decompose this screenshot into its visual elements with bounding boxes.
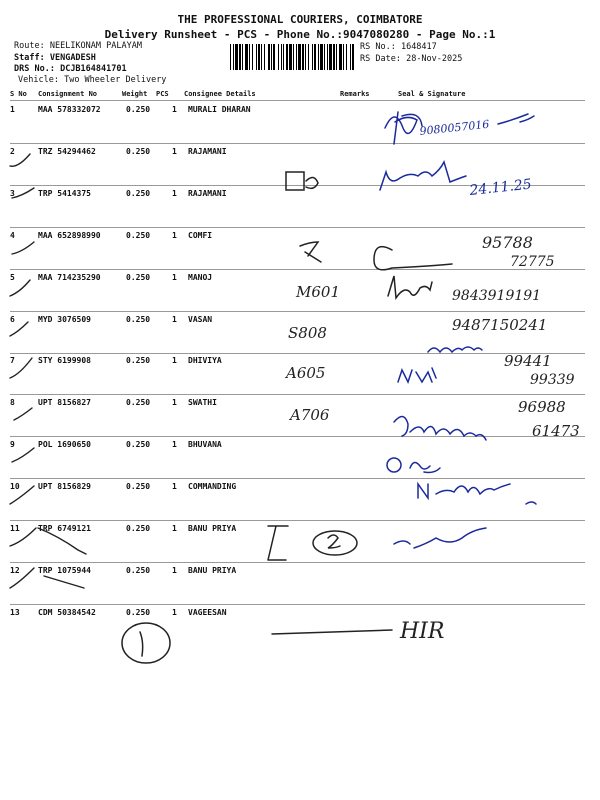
rs-date-value: 28-Nov-2025 [406,54,463,64]
cell-weight: 0.250 [126,565,151,575]
cell-weight: 0.250 [126,105,151,114]
cell-consignment: TRP 6749121 [38,524,91,533]
tick-row11 [10,528,86,554]
company-name: THE PROFESSIONAL COURIERS, COIMBATORE [177,13,423,26]
cell-consignee: MURALI DHARAN [188,105,251,114]
cell-consignee: COMMANDING [188,482,237,492]
signature-row8 [394,416,486,440]
handwritten-sign-row13: HIR [400,619,445,644]
signature-row9 [410,462,440,472]
cell-pcs: 1 [172,188,177,198]
mark-row11 [268,526,288,560]
cell-consignment: MYD 3076509 [38,314,91,324]
cell-consignee: BANU PRIYA [188,524,237,533]
tick-row10 [10,486,34,504]
cell-weight: 0.250 [126,440,151,450]
cell-consignment: TRP 5414375 [38,188,91,198]
signature-row4 [374,247,452,270]
cell-weight: 0.250 [126,272,151,282]
col-sno: S No [10,90,27,98]
mark-row3 [286,172,318,190]
cell-consignee: BANU PRIYA [188,565,237,575]
drs-label: DRS No.: [14,64,55,74]
mark-row4 [300,242,321,262]
cell-consignee: MANOJ [188,272,213,282]
cell-sno: 4 [10,230,15,240]
cell-consignee: BHUVANA [188,440,222,450]
handwritten-num-row8b: 61473 [532,422,580,440]
cell-pcs: 1 [172,356,177,366]
cell-consignee: RAJAMANI [188,146,227,156]
handwritten-remark-row8: A706 [290,406,330,424]
cell-sno: 13 [10,607,20,617]
cell-pcs: 1 [172,482,177,492]
signature-row1 [385,112,422,144]
cell-pcs: 1 [172,440,177,450]
mark-row13-stroke [140,632,143,656]
tick-row7 [10,358,32,378]
handwritten-phone-row6: 9487150241 [452,316,548,334]
handwritten-num-row7a: 99441 [504,352,552,370]
cell-consignee: DHIVIYA [188,356,222,366]
cell-weight: 0.250 [126,146,151,156]
cell-consignee: SWATHI [188,398,217,408]
cell-sno: 3 [10,188,15,198]
cell-sno: 11 [10,524,20,533]
handwritten-remark-row7: A605 [286,364,326,382]
mark-row11-digit [328,535,340,548]
cell-sno: 10 [10,482,20,492]
rs-no-value: 1648417 [400,42,437,52]
col-seal-signature: Seal & Signature [398,90,466,98]
handwritten-num-row8a: 96988 [518,398,566,416]
route-value: NEELIKONAM PALAYAM [49,41,142,51]
staff-label: Staff: [14,53,45,63]
cell-sno: 7 [10,356,15,366]
handwritten-remark-row5: M601 [296,283,340,301]
tamil-script-row7 [428,347,482,352]
cell-sno: 12 [10,565,20,575]
cell-weight: 0.250 [126,524,151,533]
staff-value: VENGADESH [49,53,96,63]
col-consignment: Consignment No [38,90,98,98]
cell-sno: 1 [10,105,15,114]
cell-consignment: TRZ 54294462 [38,146,96,156]
cell-sno: 9 [10,440,15,450]
vehicle-value: Two Wheeler Delivery [64,75,167,85]
mark-row13-circle [122,623,170,663]
rs-date-label: RS Date: [360,54,401,64]
drs-value: DCJB164841701 [60,64,127,74]
cell-consignment: MAA 714235290 [38,272,101,282]
handwritten-num-row4b: 72775 [510,254,555,270]
cell-consignment: POL 1690650 [38,440,91,450]
tick-row4 [12,242,34,254]
col-weight: Weight [122,90,148,98]
col-consignee: Consignee Details [184,90,256,98]
cell-sno: 2 [10,146,15,156]
cell-pcs: 1 [172,524,177,533]
signature-row2 [380,162,466,190]
tick-row8 [14,408,32,420]
cell-consignee: COMFI [188,230,213,240]
cell-pcs: 1 [172,607,177,617]
tick-row9 [12,448,34,462]
signature-row13-line [272,630,392,634]
cell-consignment: TRP 1075944 [38,565,91,575]
cell-sno: 6 [10,314,15,324]
signature-row5 [388,276,432,298]
col-pcs: PCS [156,90,169,98]
signature-row9-circle [387,458,401,472]
handwritten-phone-row5: 9843919191 [452,288,542,304]
vehicle-label: Vehicle: [18,75,59,85]
handwritten-phone-row1: 9080057016 [418,117,490,138]
handwritten-num-row7b: 99339 [530,372,575,388]
cell-consignment: CDM 50384542 [38,607,96,617]
handwritten-num-row4a: 95788 [482,233,533,252]
cell-sno: 8 [10,398,15,408]
runsheet-subtitle: Delivery Runsheet - PCS - Phone No.:9047080280 - Page No.:1 [104,28,496,41]
signature-row7 [398,368,436,382]
handwritten-date-row2: 24.11.25 [468,176,533,199]
cell-consignee: VASAN [188,314,213,324]
cell-consignment: UPT 8156829 [38,482,91,492]
cell-pcs: 1 [172,314,177,324]
cell-weight: 0.250 [126,230,151,240]
cell-pcs: 1 [172,105,177,114]
tick-row6 [10,322,28,336]
handwritten-remark-row6: S808 [288,324,327,342]
cell-pcs: 1 [172,565,177,575]
signature-row10 [418,484,536,504]
cell-consignee: VAGEESAN [188,607,227,617]
cell-consignee: RAJAMANI [188,188,227,198]
cell-consignment: MAA 652898990 [38,230,101,240]
tick-row3 [12,188,34,198]
col-remarks: Remarks [340,90,370,98]
rs-no-label: RS No.: [360,42,396,52]
tick-row12 [10,565,84,588]
tick-row2 [10,154,30,166]
cell-weight: 0.250 [126,607,151,617]
cell-consignment: UPT 8156827 [38,398,91,408]
route-label: Route: [14,41,45,51]
cell-consignment: MAA 578332072 [38,105,101,114]
cell-weight: 0.250 [126,188,151,198]
cell-weight: 0.250 [126,482,151,492]
cell-pcs: 1 [172,398,177,408]
cell-weight: 0.250 [126,398,151,408]
cell-sno: 5 [10,272,15,282]
cell-consignment: STY 6199908 [38,356,91,366]
cell-weight: 0.250 [126,314,151,324]
cell-pcs: 1 [172,230,177,240]
signature-row1-tail [498,114,534,124]
cell-weight: 0.250 [126,356,151,366]
tick-row5 [10,280,30,296]
cell-pcs: 1 [172,272,177,282]
signature-row11 [394,528,486,548]
cell-pcs: 1 [172,146,177,156]
